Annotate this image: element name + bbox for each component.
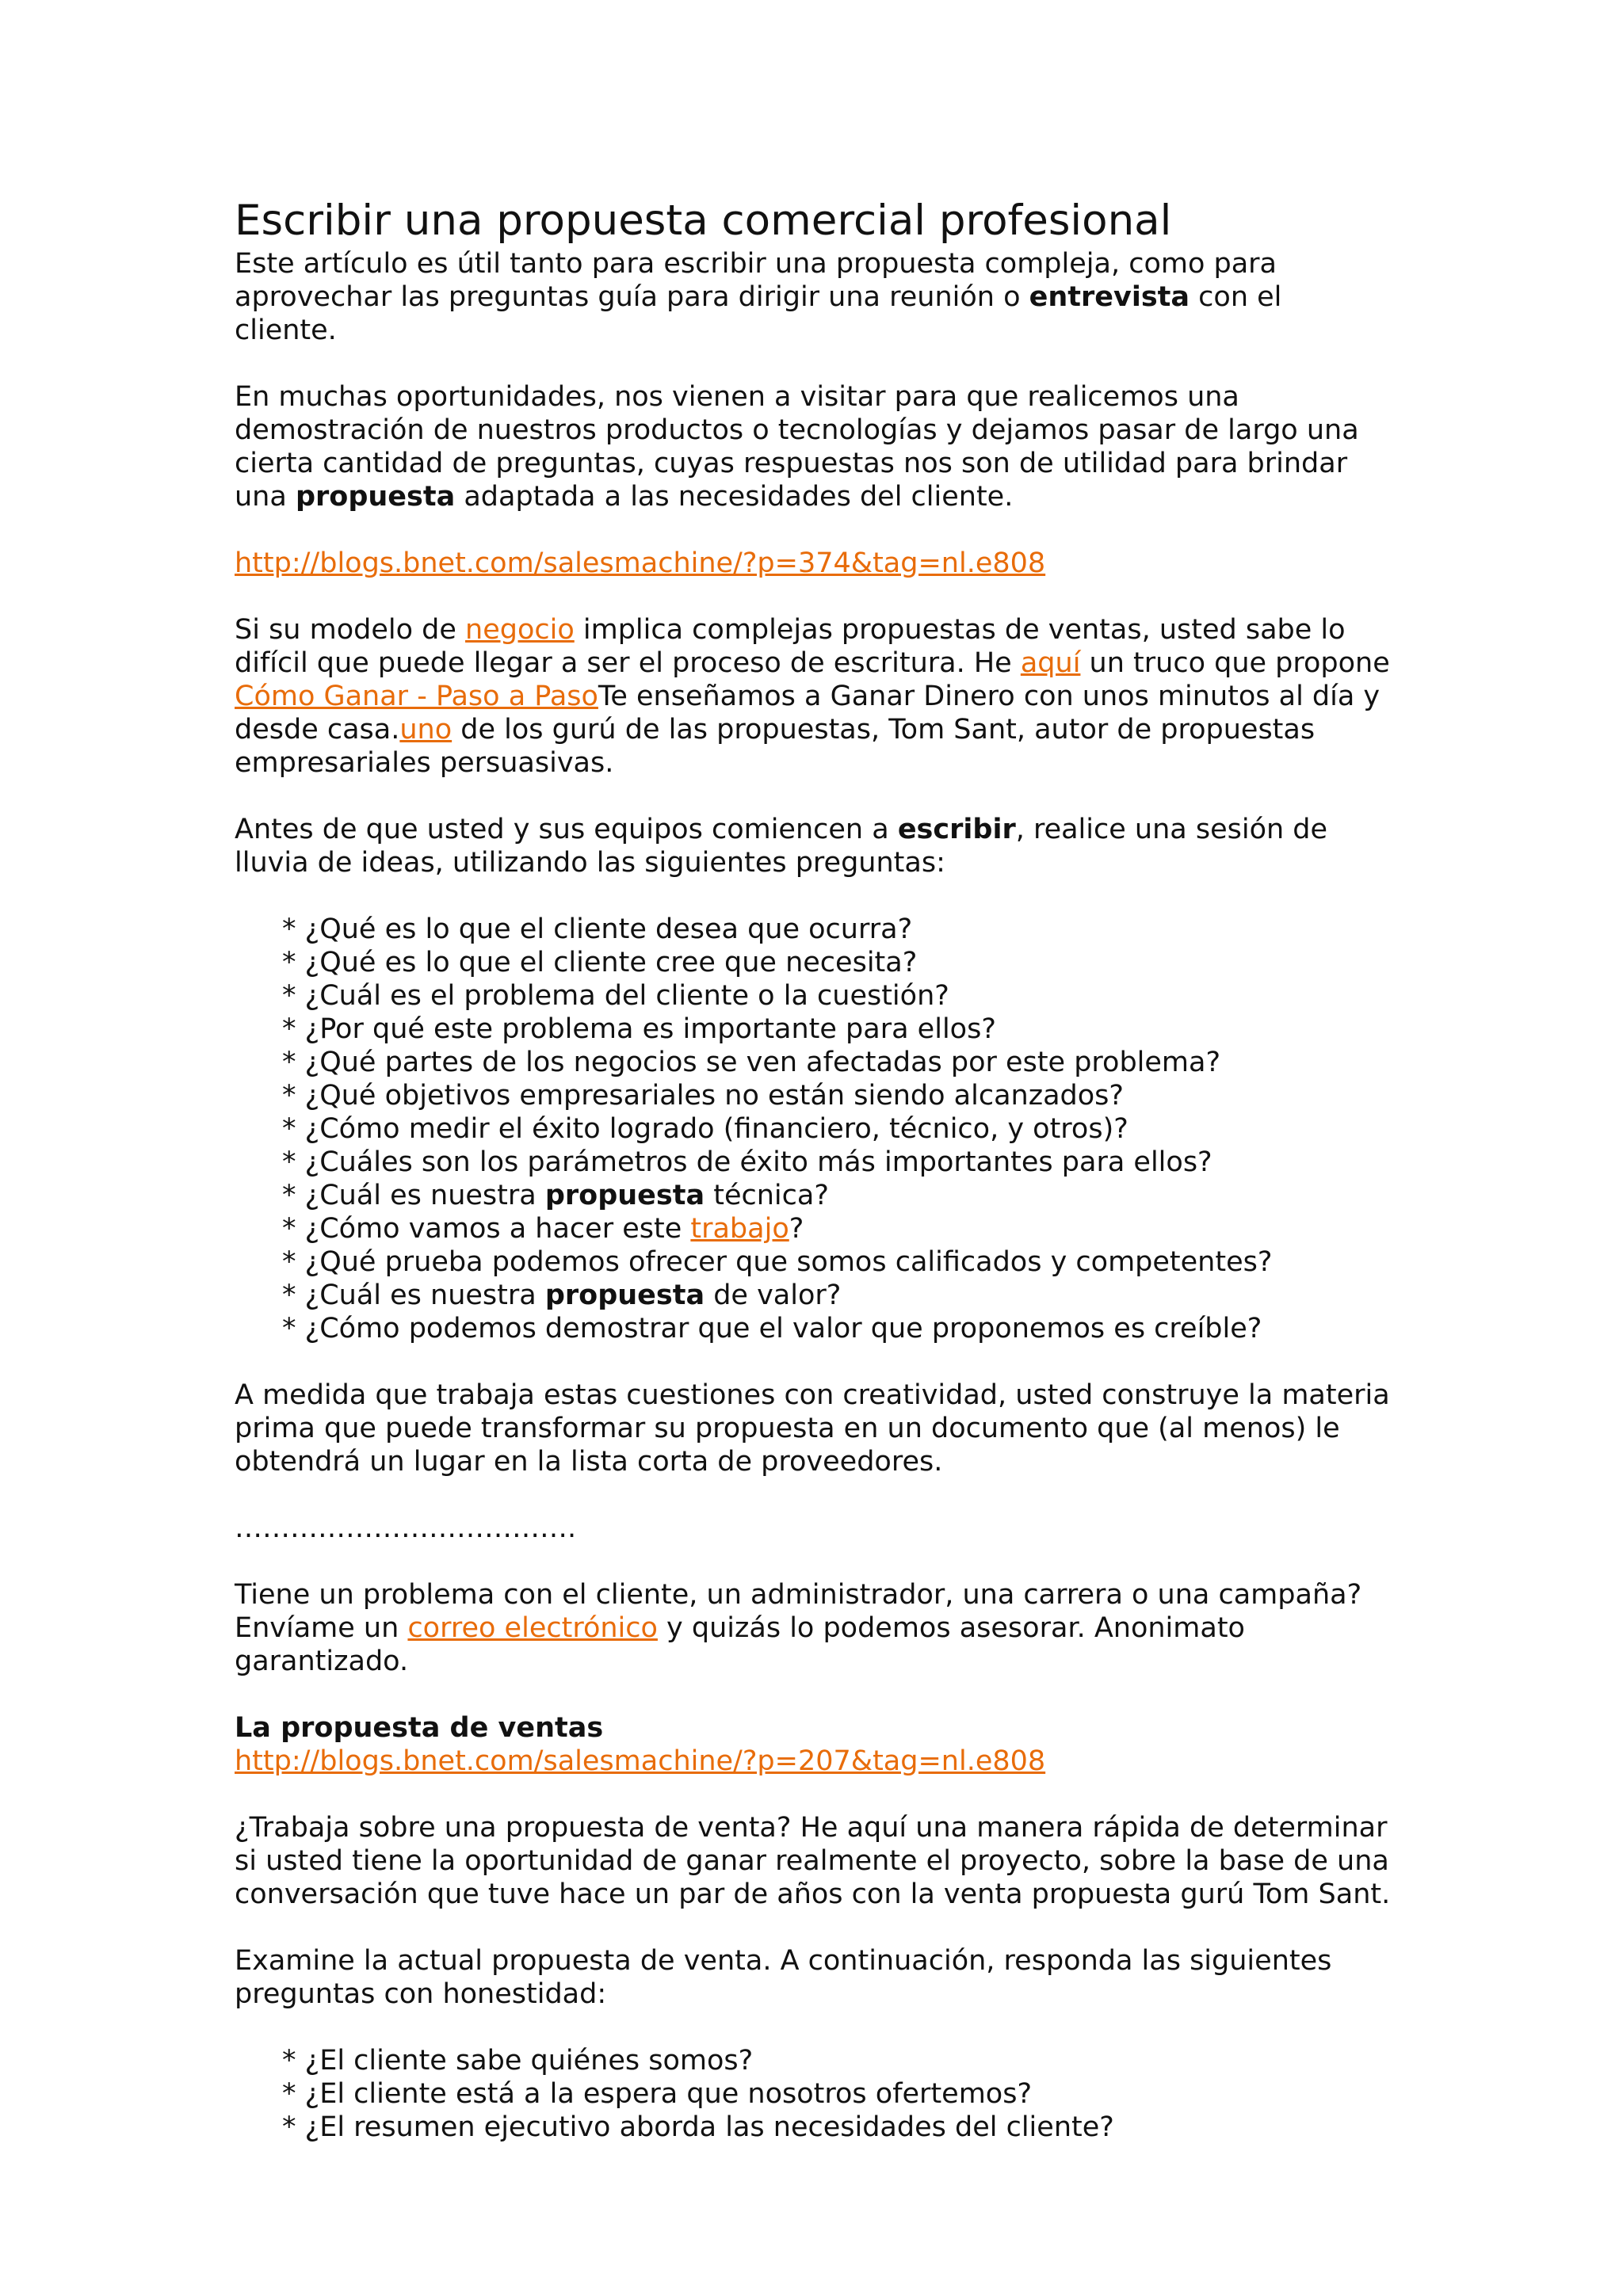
list-item: * ¿El resumen ejecutivo aborda las necesidades del cliente?: [282, 2111, 1114, 2143]
spacer: [235, 347, 1423, 380]
intro-paragraph-1: [235, 247, 1360, 347]
spacer: [235, 1911, 1423, 1944]
text-span: y quizás lo podemos asesorar. Anonimato garantizado.: [235, 1612, 1245, 1677]
list-item: [282, 1279, 1423, 1312]
spacer: [235, 513, 1423, 547]
paragraph-3: [235, 613, 1400, 780]
spacer: [235, 580, 1423, 613]
document-page: [235, 195, 1423, 2144]
spacer: [235, 1678, 1423, 1711]
list-item: * ¿Por qué este problema es importante para ellos?: [282, 1013, 996, 1045]
bold-text: propuesta: [295, 481, 456, 513]
text-span: con el cliente.: [235, 281, 1282, 346]
spacer: [235, 1545, 1423, 1578]
list-item: * ¿Qué es lo que el cliente desea que ocurra?: [282, 913, 913, 945]
text-span: * ¿Cuál es nuestra: [282, 1180, 545, 1211]
list-item: * ¿Qué partes de los negocios se ven afectadas por este problema?: [282, 1047, 1221, 1078]
list-item: * ¿El cliente sabe quiénes somos?: [282, 2045, 754, 2077]
text-span: Este artículo es útil tanto para escribir una propuesta compleja, como para aprovechar las preguntas guía para dirigir una reunión o: [235, 248, 1277, 313]
spacer: [235, 780, 1423, 813]
source-link-1[interactable]: http://blogs.bnet.com/salesmachine/?p=374&tag=nl.e808: [235, 547, 1046, 579]
list-item: [282, 1212, 1423, 1245]
text-span: Si su modelo de: [235, 614, 466, 646]
link-correo[interactable]: correo electrónico: [407, 1612, 658, 1644]
paragraph-4: [235, 813, 1407, 879]
bold-text: propuesta: [544, 1180, 705, 1211]
list-item: * ¿Cómo medir el éxito logrado (financiero, técnico, y otros)?: [282, 1113, 1128, 1145]
question-list-1: [235, 913, 1423, 1345]
link-negocio[interactable]: negocio: [465, 614, 575, 646]
spacer: [235, 1778, 1423, 1811]
link-trabajo[interactable]: trabajo: [690, 1213, 789, 1245]
bold-text: propuesta: [544, 1280, 705, 1311]
text-span: Antes de que usted y sus equipos comiencen a: [235, 814, 898, 845]
text-span: , realice una sesión de lluvia de ideas, utilizando las siguientes preguntas:: [235, 814, 1328, 879]
text-span: Te enseñamos a Ganar Dinero con unos minutos al día y desde casa.: [235, 681, 1381, 746]
question-list-2: [235, 2044, 1423, 2144]
list-item: * ¿Qué es lo que el cliente cree que necesita?: [282, 947, 918, 978]
spacer: [235, 2011, 1423, 2044]
page-title: Escribir una propuesta comercial profesional: [235, 196, 1172, 245]
text-span: Tiene un problema con el cliente, un administrador, una carrera o una campaña? Envíame un: [235, 1579, 1362, 1644]
source-link-paragraph-2: [235, 1745, 1423, 1778]
bold-text: entrevista: [1029, 281, 1190, 313]
section2-paragraph-1: ¿Trabaja sobre una propuesta de venta? He aquí una manera rápida de determinar si usted tiene la oportunidad de ganar realmente el proyecto, sobre la base de una conversación que tuve hace un par de años con la venta propuesta gurú Tom Sant.: [235, 1812, 1391, 1910]
intro-paragraph-2: [235, 380, 1392, 513]
section2-paragraph-2: Examine la actual propuesta de venta. A continuación, responda las siguientes preguntas con honestidad:: [235, 1945, 1332, 2010]
text-span: * ¿Cuál es nuestra: [282, 1280, 545, 1311]
spacer: [235, 879, 1423, 913]
paragraph-5: A medida que trabaja estas cuestiones con creatividad, usted construye la materia prima que puede transformar su propuesta en un documento que (al menos) le obtendrá un lugar en la lista corta de proveedores.: [235, 1379, 1390, 1478]
spacer: [235, 1345, 1423, 1379]
text-span: * ¿Cómo vamos a hacer este: [282, 1213, 691, 1245]
text-span: de los gurú de las propuestas, Tom Sant, autor de propuestas empresariales persuasivas.: [235, 714, 1316, 779]
list-item: [282, 1179, 1423, 1212]
list-item: * ¿Cuál es el problema del cliente o la cuestión?: [282, 980, 949, 1012]
separator-dots: ……………………………….: [235, 1512, 577, 1544]
text-span: técnica?: [705, 1180, 829, 1211]
list-item: * ¿Qué prueba podemos ofrecer que somos calificados y competentes?: [282, 1246, 1273, 1278]
text-span: un truco que propone: [1080, 647, 1390, 679]
source-link-2[interactable]: http://blogs.bnet.com/salesmachine/?p=207&tag=nl.e808: [235, 1745, 1046, 1777]
list-item: * ¿Cómo podemos demostrar que el valor que proponemos es creíble?: [282, 1313, 1262, 1344]
list-item: * ¿Cuáles son los parámetros de éxito más importantes para ellos?: [282, 1146, 1212, 1178]
text-span: adaptada a las necesidades del cliente.: [455, 481, 1014, 513]
link-como-ganar[interactable]: Cómo Ganar - Paso a Paso: [235, 681, 598, 712]
link-aqui[interactable]: aquí: [1020, 647, 1081, 679]
bold-text: escribir: [897, 814, 1016, 845]
paragraph-6: [235, 1578, 1392, 1678]
list-item: * ¿El cliente está a la espera que nosotros ofertemos?: [282, 2078, 1033, 2110]
spacer: [235, 1478, 1423, 1512]
list-item: * ¿Qué objetivos empresariales no están siendo alcanzados?: [282, 1080, 1124, 1112]
text-span: En muchas oportunidades, nos vienen a visitar para que realicemos una demostración de nuestros productos o tecnologías y dejamos pasar de largo una cierta cantidad de preguntas, cuyas respuestas nos son de utilidad para brindar una: [235, 381, 1359, 513]
section-heading: La propuesta de ventas: [235, 1712, 604, 1744]
text-span: ?: [789, 1213, 804, 1245]
text-span: de valor?: [705, 1280, 842, 1311]
text-span: implica complejas propuestas de ventas, usted sabe lo difícil que puede llegar a ser el proceso de escritura. He: [235, 614, 1346, 679]
link-uno[interactable]: uno: [399, 714, 453, 746]
source-link-paragraph-1: [235, 547, 1423, 580]
